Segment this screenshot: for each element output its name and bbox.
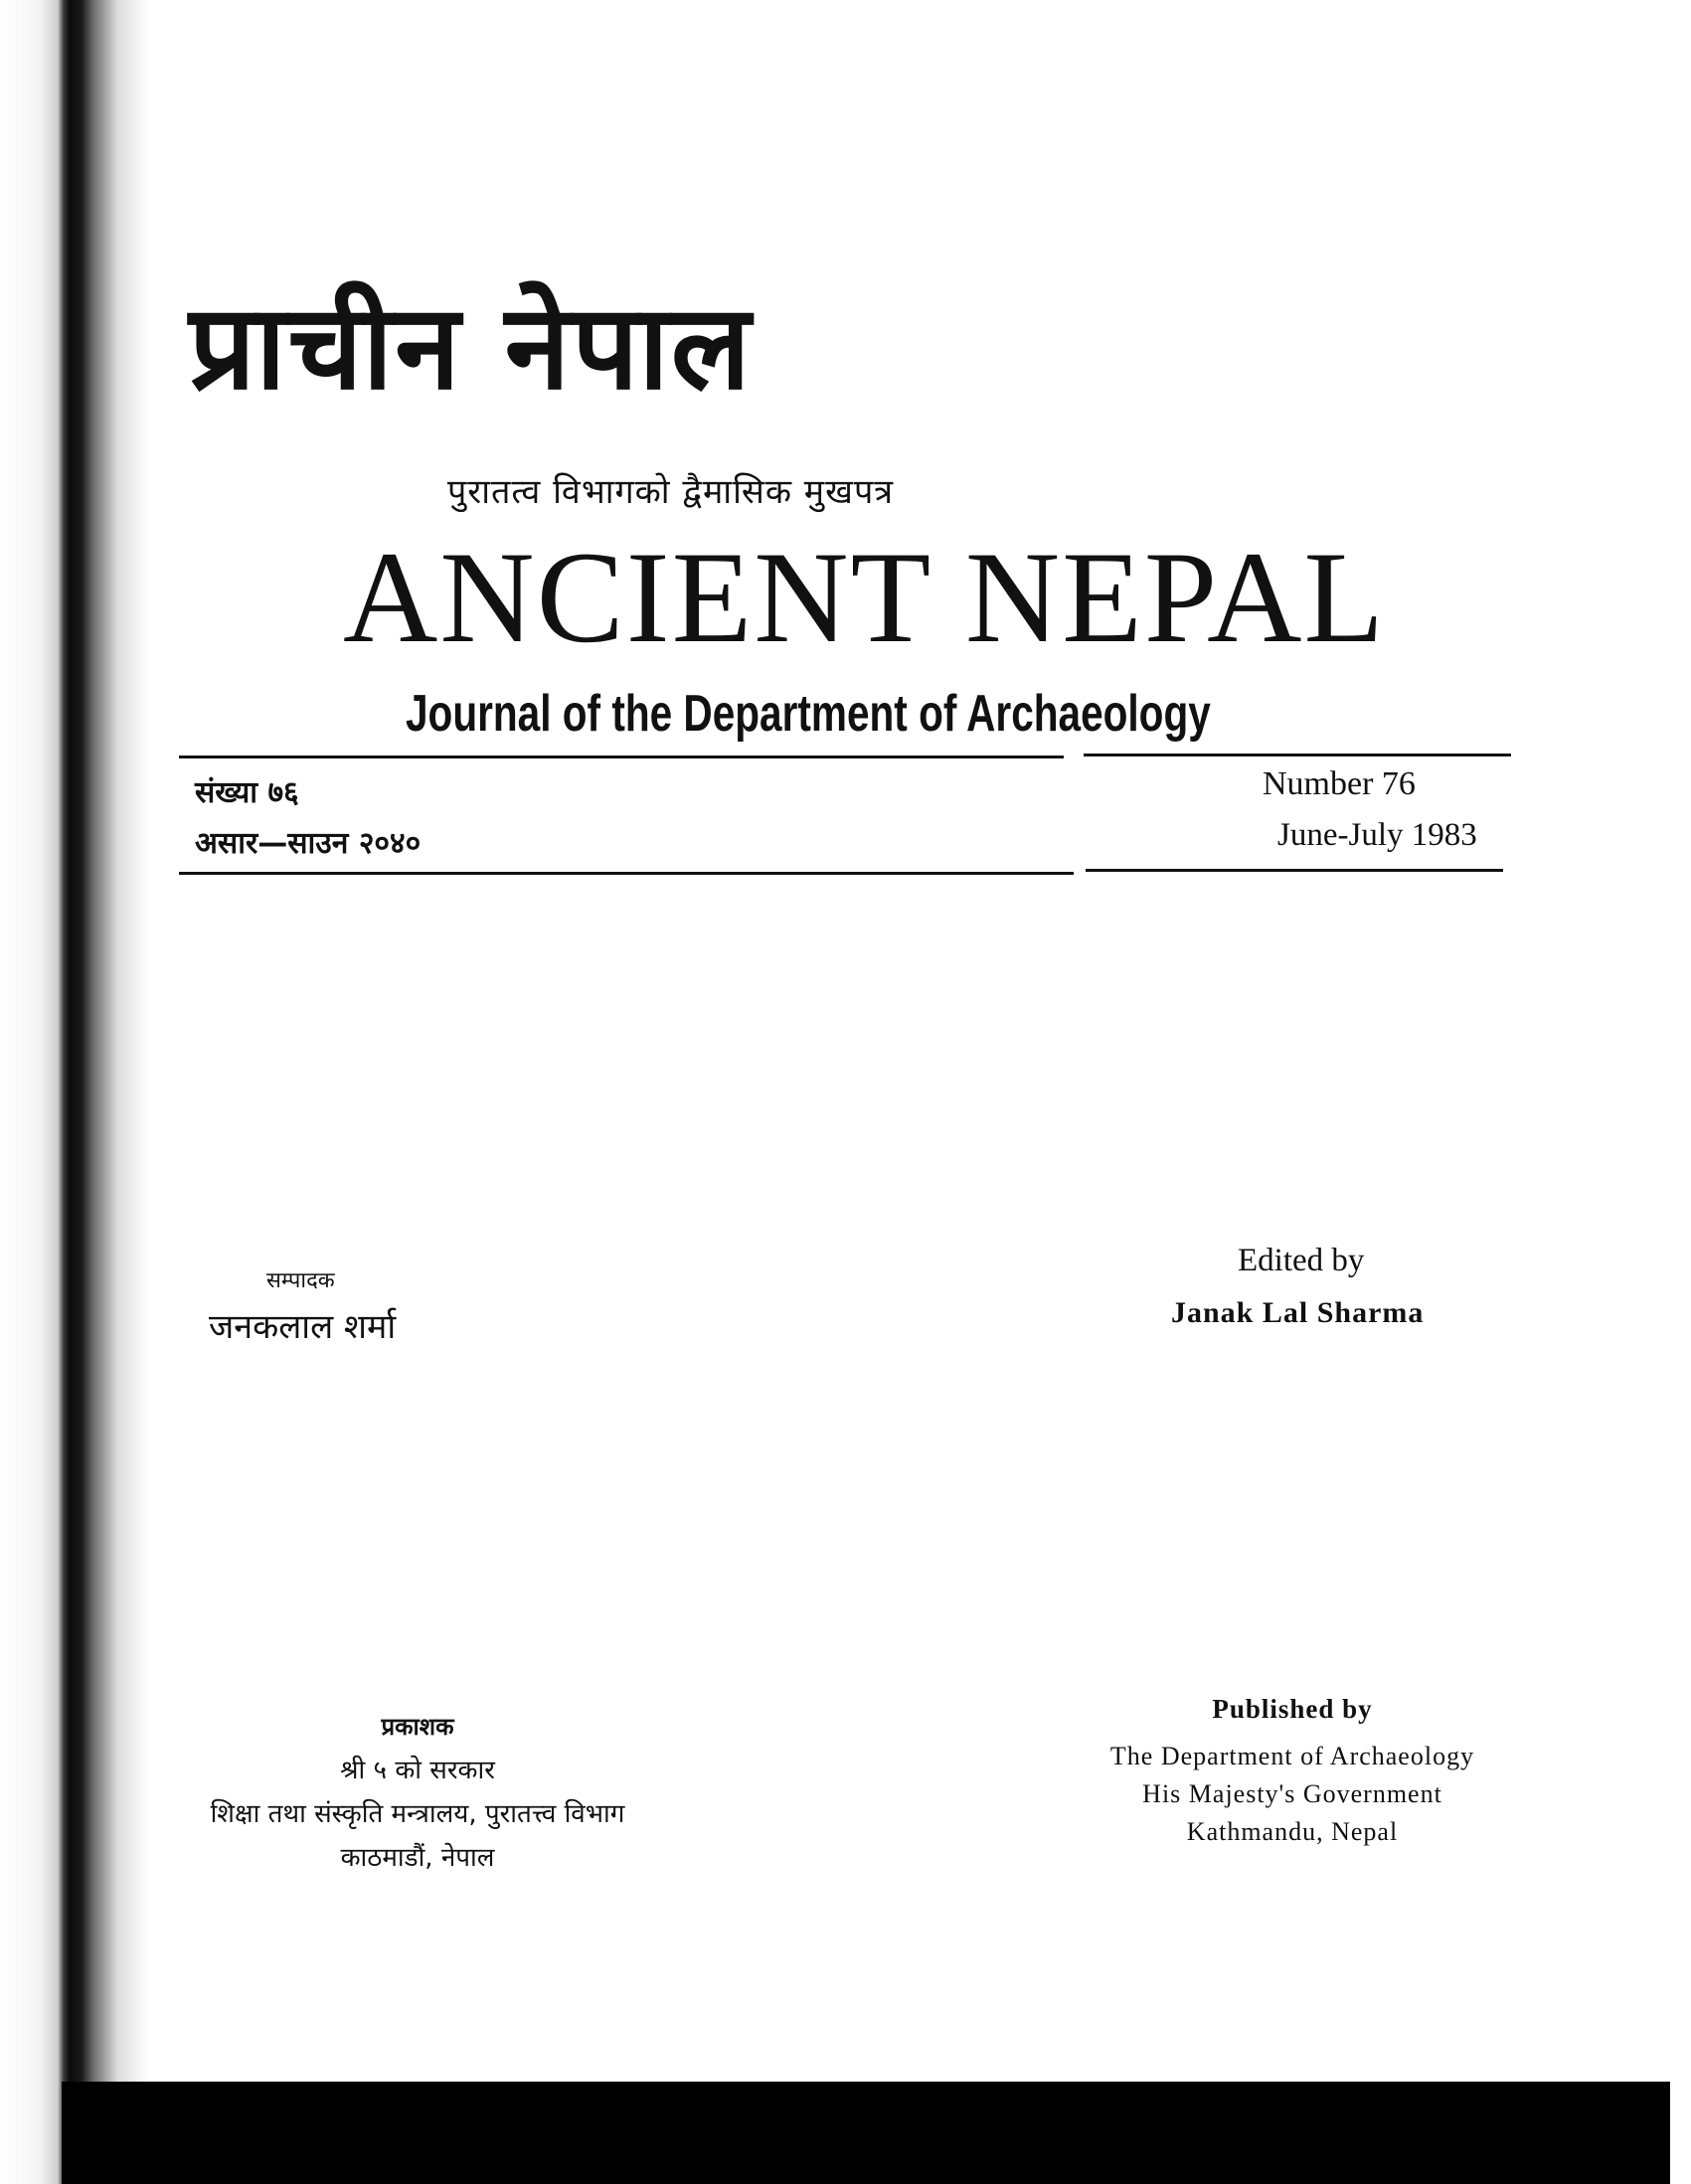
issue-date-hindi: असार—साउन २०४०: [195, 826, 422, 861]
scan-bottom-edge: [62, 2082, 1670, 2184]
english-title: ANCIENT NEPAL: [343, 524, 1387, 670]
editor-label-hindi: सम्पादक: [266, 1268, 335, 1293]
hindi-title: प्राचीन नेपाल: [189, 278, 753, 416]
publisher-line-hindi: शिक्षा तथा संस्कृति मन्त्रालय, पुरातत्त्व विभाग: [210, 1799, 625, 1829]
publisher-line-english: The Department of Archaeology: [1109, 1742, 1475, 1770]
editor-name-hindi: जनकलाल शर्मा: [209, 1307, 397, 1347]
publisher-label-english: Published by: [1212, 1694, 1373, 1724]
divider-rule: [179, 872, 1074, 875]
publisher-line-hindi: श्री ५ को सरकार: [340, 1756, 495, 1785]
publisher-label-hindi: प्रकाशक: [381, 1713, 454, 1741]
publisher-line-hindi: काठमाडौं, नेपाल: [340, 1843, 495, 1873]
book-spine-shadow: [0, 0, 149, 2184]
issue-number-hindi: संख्या ७६: [195, 775, 299, 810]
divider-rule: [179, 756, 1064, 758]
hindi-subtitle: पुरातत्व विभागको द्वैमासिक मुखपत्र: [447, 472, 895, 512]
divider-rule: [1084, 754, 1511, 756]
publisher-line-english: His Majesty's Government: [1142, 1779, 1442, 1808]
issue-date-english: June-July 1983: [1277, 817, 1477, 853]
journal-subtitle: Journal of the Department of Archaeology: [406, 685, 1211, 743]
publisher-block-hindi: [169, 1705, 666, 1880]
publisher-block-english: [1044, 1690, 1541, 1851]
publisher-line-english: Kathmandu, Nepal: [1186, 1817, 1399, 1846]
issue-number-english: Number 76: [1263, 765, 1416, 802]
editor-label-english: Edited by: [1238, 1243, 1365, 1278]
divider-rule: [1086, 869, 1503, 872]
editor-name-english: Janak Lal Sharma: [1171, 1296, 1425, 1329]
